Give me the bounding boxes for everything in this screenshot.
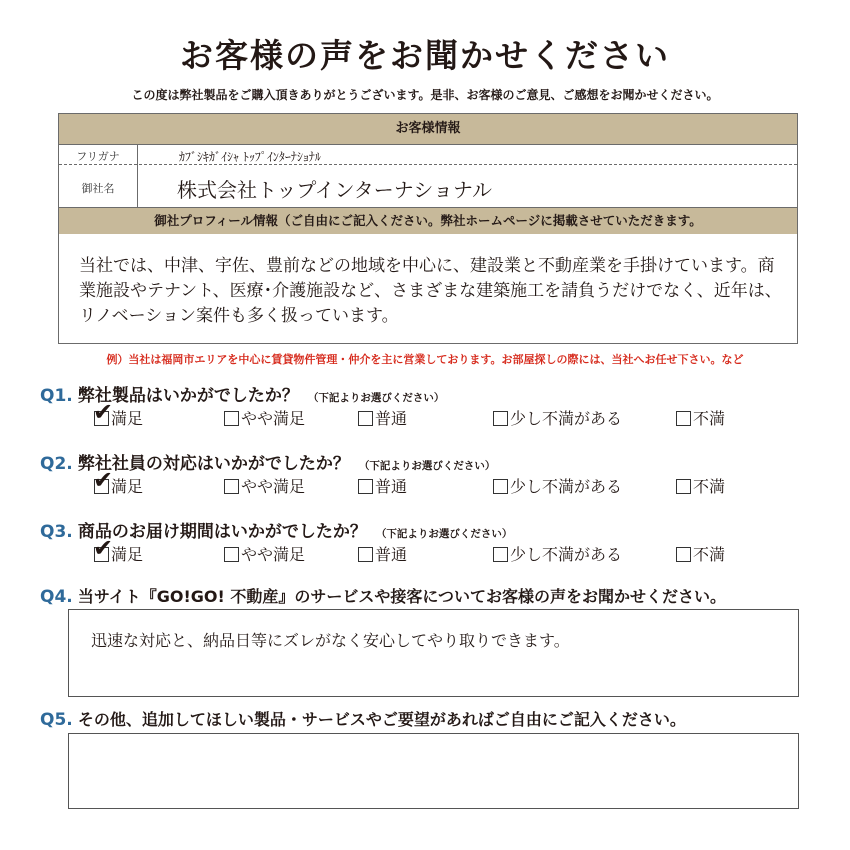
checkbox[interactable] (358, 411, 373, 426)
option-label: 普通 (375, 409, 408, 428)
profile-box[interactable] (58, 232, 798, 344)
option-label: 満足 (111, 545, 144, 564)
question-note: （下記よりお選びください） (307, 392, 445, 404)
q2-option-2[interactable] (224, 477, 305, 497)
option-label: 不満 (693, 409, 726, 428)
q4-answer-text: 迅速な対応と、納品日等にズレがなく安心してやり取りできます。 (91, 631, 570, 650)
question-text: 弊社社員の対応はいかがでしたか？ (77, 454, 350, 474)
q2-option-3[interactable] (358, 477, 407, 497)
option-label: やや満足 (241, 409, 306, 428)
question-text: 当サイト『GO!GO! 不動産』のサービスや接客についてお客様の声をお聞かせください。 (77, 587, 727, 606)
furigana-label: フリガナ (76, 150, 120, 163)
q1-option-2[interactable] (224, 409, 305, 429)
option-label: 少し不満がある (510, 409, 623, 428)
checkbox[interactable] (676, 547, 691, 562)
profile-text: 当社では、中津、宇佐、豊前などの地域を中心に、建設業と不動産業を手掛けています。商業施設やテナント、医療･介護施設など、さまざまな建築施工を請負うだけでなく、近年は、リノベーション案件も多く扱っています。 (79, 256, 782, 326)
checkbox-checked[interactable] (93, 534, 114, 562)
customer-info-box (58, 113, 798, 233)
question-number: Q3. (40, 522, 73, 542)
q3-option-1[interactable] (93, 534, 144, 565)
question-number: Q4. (40, 587, 73, 607)
q1-option-1[interactable] (93, 398, 144, 429)
question-number: Q1. (40, 386, 73, 406)
option-label: 満足 (111, 477, 144, 496)
checkbox[interactable] (224, 411, 239, 426)
check-mark-icon: ✔ (93, 398, 114, 426)
question-4 (40, 584, 726, 607)
checkbox[interactable] (224, 479, 239, 494)
q1-option-4[interactable] (493, 409, 622, 429)
furigana-value[interactable]: ｶﾌﾞｼｷｶﾞｲｼｬ ﾄｯﾌﾟｲﾝﾀｰﾅｼｮﾅﾙ (179, 150, 321, 164)
label-divider (137, 144, 138, 207)
option-label: 普通 (375, 545, 408, 564)
q3-option-3[interactable] (358, 545, 407, 565)
page-title: お客様の声をお聞かせください (180, 36, 670, 75)
question-text: 弊社製品はいかがでしたか？ (77, 386, 299, 406)
q5-answer-box[interactable] (68, 733, 799, 809)
checkbox[interactable] (493, 479, 508, 494)
question-note: （下記よりお選びください） (358, 460, 496, 472)
company-label: 御社名 (81, 182, 115, 195)
dashed-divider (59, 164, 797, 165)
q3-option-4[interactable] (493, 545, 622, 565)
q2-option-5[interactable] (676, 477, 725, 497)
example-note: 例）当社は福岡市エリアを中心に賃貸物件管理・仲介を主に営業しております。お部屋探しの際には、当社へお任せ下さい。など (106, 353, 744, 366)
checkbox[interactable] (224, 547, 239, 562)
q1-option-3[interactable] (358, 409, 407, 429)
checkbox-checked[interactable] (93, 398, 114, 426)
customer-info-header: お客様情報 (59, 114, 797, 145)
q1-option-5[interactable] (676, 409, 725, 429)
option-label: 満足 (111, 409, 144, 428)
checkbox[interactable] (358, 547, 373, 562)
checkbox[interactable] (676, 411, 691, 426)
checkbox[interactable] (493, 411, 508, 426)
option-label: 少し不満がある (510, 477, 623, 496)
option-label: 不満 (693, 477, 726, 496)
question-note: （下記よりお選びください） (375, 528, 513, 540)
question-text: 商品のお届け期間はいかがでしたか？ (77, 522, 367, 542)
q4-answer-box[interactable] (68, 609, 799, 697)
option-label: 普通 (375, 477, 408, 496)
checkbox[interactable] (493, 547, 508, 562)
option-label: 不満 (693, 545, 726, 564)
page-subtitle: この度は弊社製品をご購入頂きありがとうございます。是非、お客様のご意見、ご感想をお聞かせください。 (131, 88, 719, 102)
question-text: その他、追加してほしい製品・サービスやご要望があればご自由にご記入ください。 (77, 710, 686, 729)
option-label: やや満足 (241, 477, 306, 496)
option-label: 少し不満がある (510, 545, 623, 564)
q2-option-1[interactable] (93, 466, 144, 497)
option-label: やや満足 (241, 545, 306, 564)
check-mark-icon: ✔ (93, 534, 114, 562)
checkbox[interactable] (676, 479, 691, 494)
q3-option-2[interactable] (224, 545, 305, 565)
q3-option-5[interactable] (676, 545, 725, 565)
checkbox[interactable] (358, 479, 373, 494)
question-number: Q5. (40, 710, 73, 730)
q2-option-4[interactable] (493, 477, 622, 497)
check-mark-icon: ✔ (93, 466, 114, 494)
profile-header: 御社プロフィール情報（ご自由にご記入ください。弊社ホームページに掲載させていただきます。 (59, 207, 797, 234)
checkbox-checked[interactable] (93, 466, 114, 494)
company-name-value[interactable]: 株式会社トップインターナショナル (177, 178, 492, 202)
question-5 (40, 707, 686, 730)
question-number: Q2. (40, 454, 73, 474)
